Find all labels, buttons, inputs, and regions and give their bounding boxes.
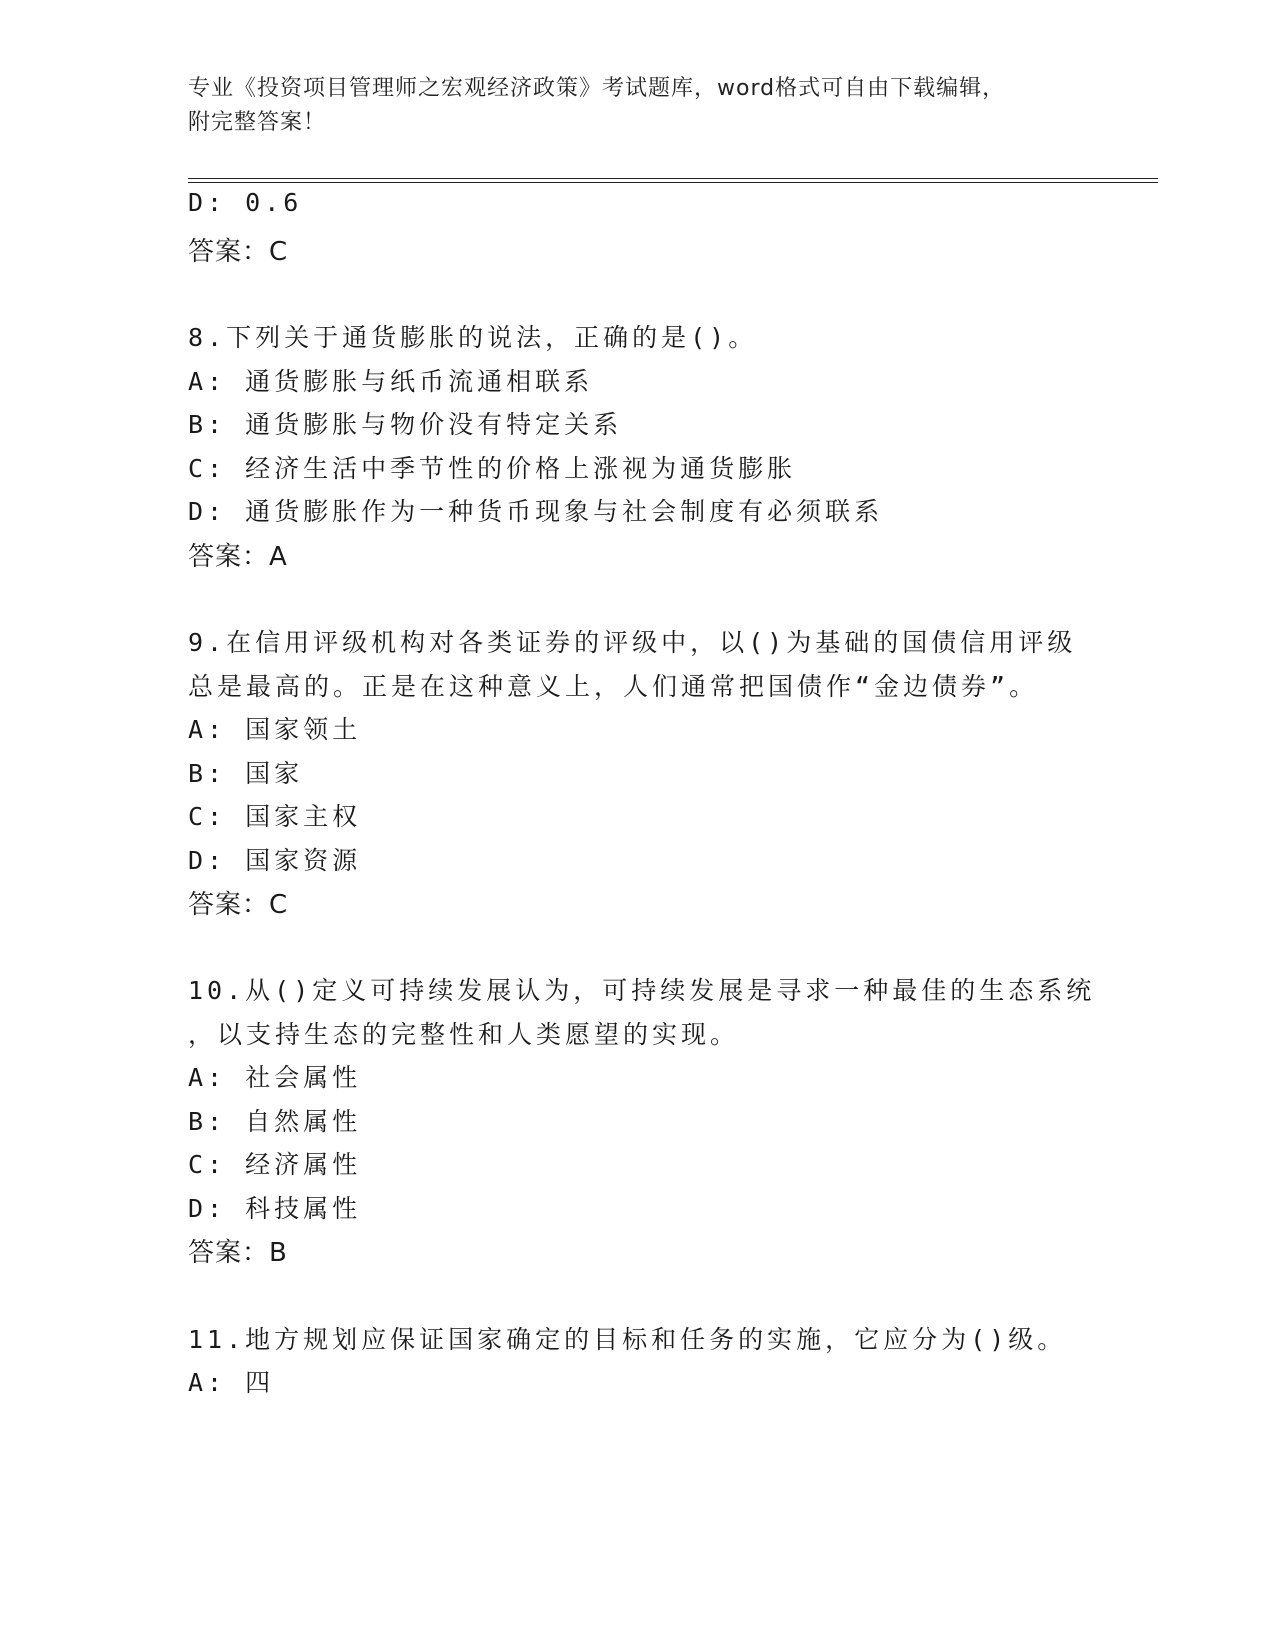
q8-option-b: B: 通货膨胀与物价没有特定关系 bbox=[188, 410, 623, 439]
q8-option-c: C: 经济生活中季节性的价格上涨视为通货膨胀 bbox=[188, 454, 797, 483]
q10-stem-line-2: ，以支持生态的完整性和人类愿望的实现。 bbox=[188, 1020, 740, 1049]
q8-option-d: D: 通货膨胀作为一种货币现象与社会制度有必须联系 bbox=[188, 497, 884, 526]
q8-option-a: A: 通货膨胀与纸币流通相联系 bbox=[188, 367, 594, 396]
header-divider bbox=[188, 178, 1158, 183]
header-line-2: 附完整答案！ bbox=[188, 110, 327, 135]
q11-stem: 11.地方规划应保证国家确定的目标和任务的实施，它应分为()级。 bbox=[188, 1325, 1067, 1354]
q10-stem-line-1: 10.从()定义可持续发展认为，可持续发展是寻求一种最佳的生态系统 bbox=[188, 976, 1096, 1005]
q7-answer: 答案：C bbox=[188, 237, 289, 267]
q10-option-c: C: 经济属性 bbox=[188, 1150, 362, 1179]
q10-option-b: B: 自然属性 bbox=[188, 1107, 362, 1136]
q10-answer: 答案：B bbox=[188, 1238, 288, 1268]
q8-answer: 答案：A bbox=[188, 542, 288, 572]
q11-option-a: A: 四 bbox=[188, 1368, 275, 1397]
q10-option-a: A: 社会属性 bbox=[188, 1063, 362, 1092]
q10-option-d: D: 科技属性 bbox=[188, 1194, 362, 1223]
q7-option-d: D: 0.6 bbox=[188, 188, 303, 217]
q9-stem-line-1: 9.在信用评级机构对各类证券的评级中，以()为基础的国债信用评级 bbox=[188, 628, 1077, 657]
q9-option-b: B: 国家 bbox=[188, 759, 304, 788]
q8-stem: 8.下列关于通货膨胀的说法，正确的是()。 bbox=[188, 323, 758, 352]
q9-answer: 答案：C bbox=[188, 890, 289, 920]
q9-option-d: D: 国家资源 bbox=[188, 846, 362, 875]
q9-option-a: A: 国家领土 bbox=[188, 715, 362, 744]
q9-option-c: C: 国家主权 bbox=[188, 802, 362, 831]
q9-stem-line-2: 总是最高的。正是在这种意义上，人们通常把国债作“金边债券”。 bbox=[188, 672, 1039, 701]
page-header bbox=[188, 72, 1088, 140]
header-line-1: 专业《投资项目管理师之宏观经济政策》考试题库，word格式可自由下载编辑， bbox=[188, 76, 1006, 101]
